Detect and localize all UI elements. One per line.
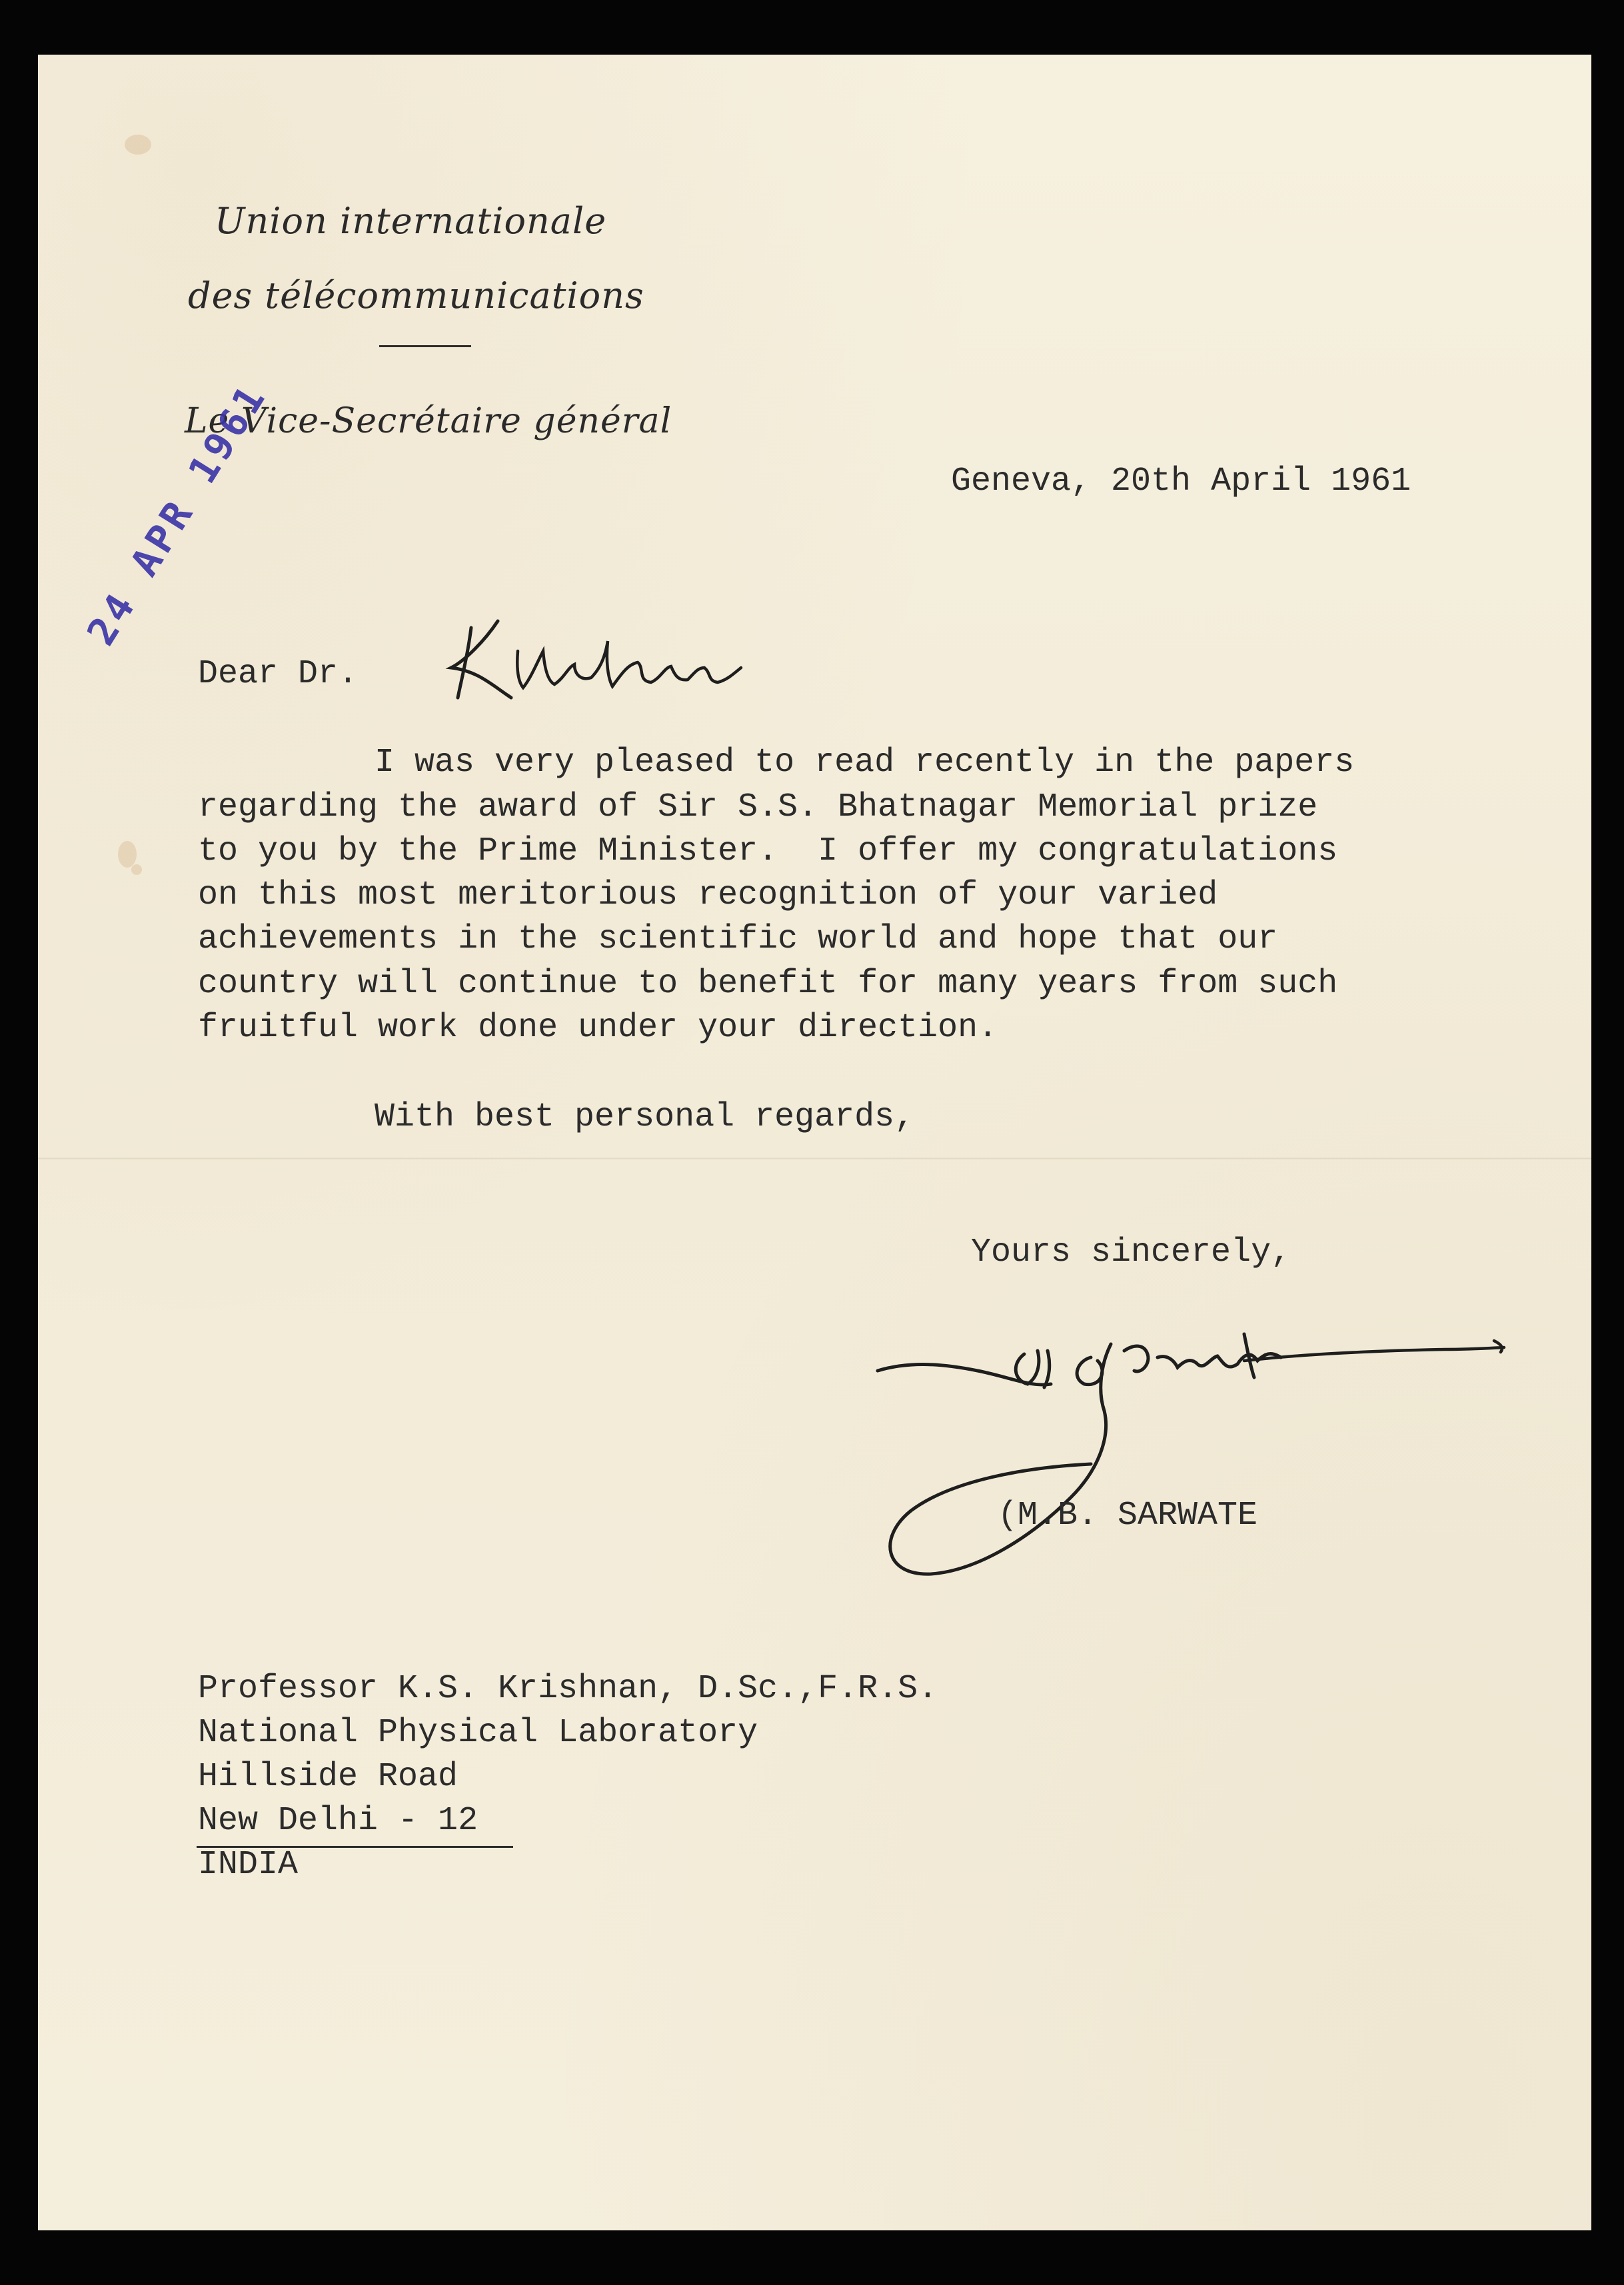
recipient-address-line: Professor K.S. Krishnan, D.Sc.,F.R.S. bbox=[198, 1670, 938, 1708]
closing-regards: With best personal regards, bbox=[375, 1098, 915, 1136]
recipient-address-line: New Delhi - 12 bbox=[198, 1802, 478, 1840]
letterhead-organization-line2: des télécommunications bbox=[188, 275, 644, 317]
letterhead-organization-line1: Union internationale bbox=[215, 200, 607, 242]
recipient-address-line: INDIA bbox=[198, 1846, 299, 1884]
body-paragraph-line: country will continue to benefit for many years from such bbox=[198, 965, 1338, 1003]
handwritten-signature bbox=[871, 1324, 1524, 1604]
foxing-stain bbox=[125, 135, 151, 155]
handwritten-recipient-name bbox=[438, 614, 751, 708]
handwritten-recipient-name-text: Krishnan bbox=[438, 614, 441, 615]
recipient-address-line: Hillside Road bbox=[198, 1758, 458, 1796]
paper-fold-crease bbox=[38, 1157, 1591, 1159]
closing-sincerely: Yours sincerely, bbox=[971, 1233, 1291, 1271]
foxing-stain bbox=[118, 841, 137, 868]
body-paragraph-line: I was very pleased to read recently in the papers bbox=[375, 744, 1355, 782]
foxing-stain bbox=[131, 864, 142, 875]
letterhead-sender-title: Le Vice-Secrétaire général bbox=[185, 401, 672, 441]
signatory-name: (M.B. SARWATE bbox=[998, 1497, 1258, 1535]
body-paragraph-line: to you by the Prime Minister. I offer my congratulations bbox=[198, 832, 1338, 870]
body-paragraph-line: achievements in the scientific world and hope that our bbox=[198, 920, 1278, 958]
body-paragraph-line: regarding the award of Sir S.S. Bhatnagar Memorial prize bbox=[198, 788, 1318, 826]
letter-date: Geneva, 20th April 1961 bbox=[951, 462, 1411, 500]
body-paragraph-line: fruitful work done under your direction. bbox=[198, 1009, 998, 1047]
recipient-address-line: National Physical Laboratory bbox=[198, 1714, 758, 1752]
body-paragraph-line: on this most meritorious recognition of your varied bbox=[198, 876, 1218, 914]
salutation: Dear Dr. bbox=[198, 655, 359, 693]
letterhead-divider bbox=[379, 345, 471, 347]
received-date-stamp: 24 APR 1961 bbox=[78, 375, 276, 653]
letter-page bbox=[38, 55, 1591, 2230]
